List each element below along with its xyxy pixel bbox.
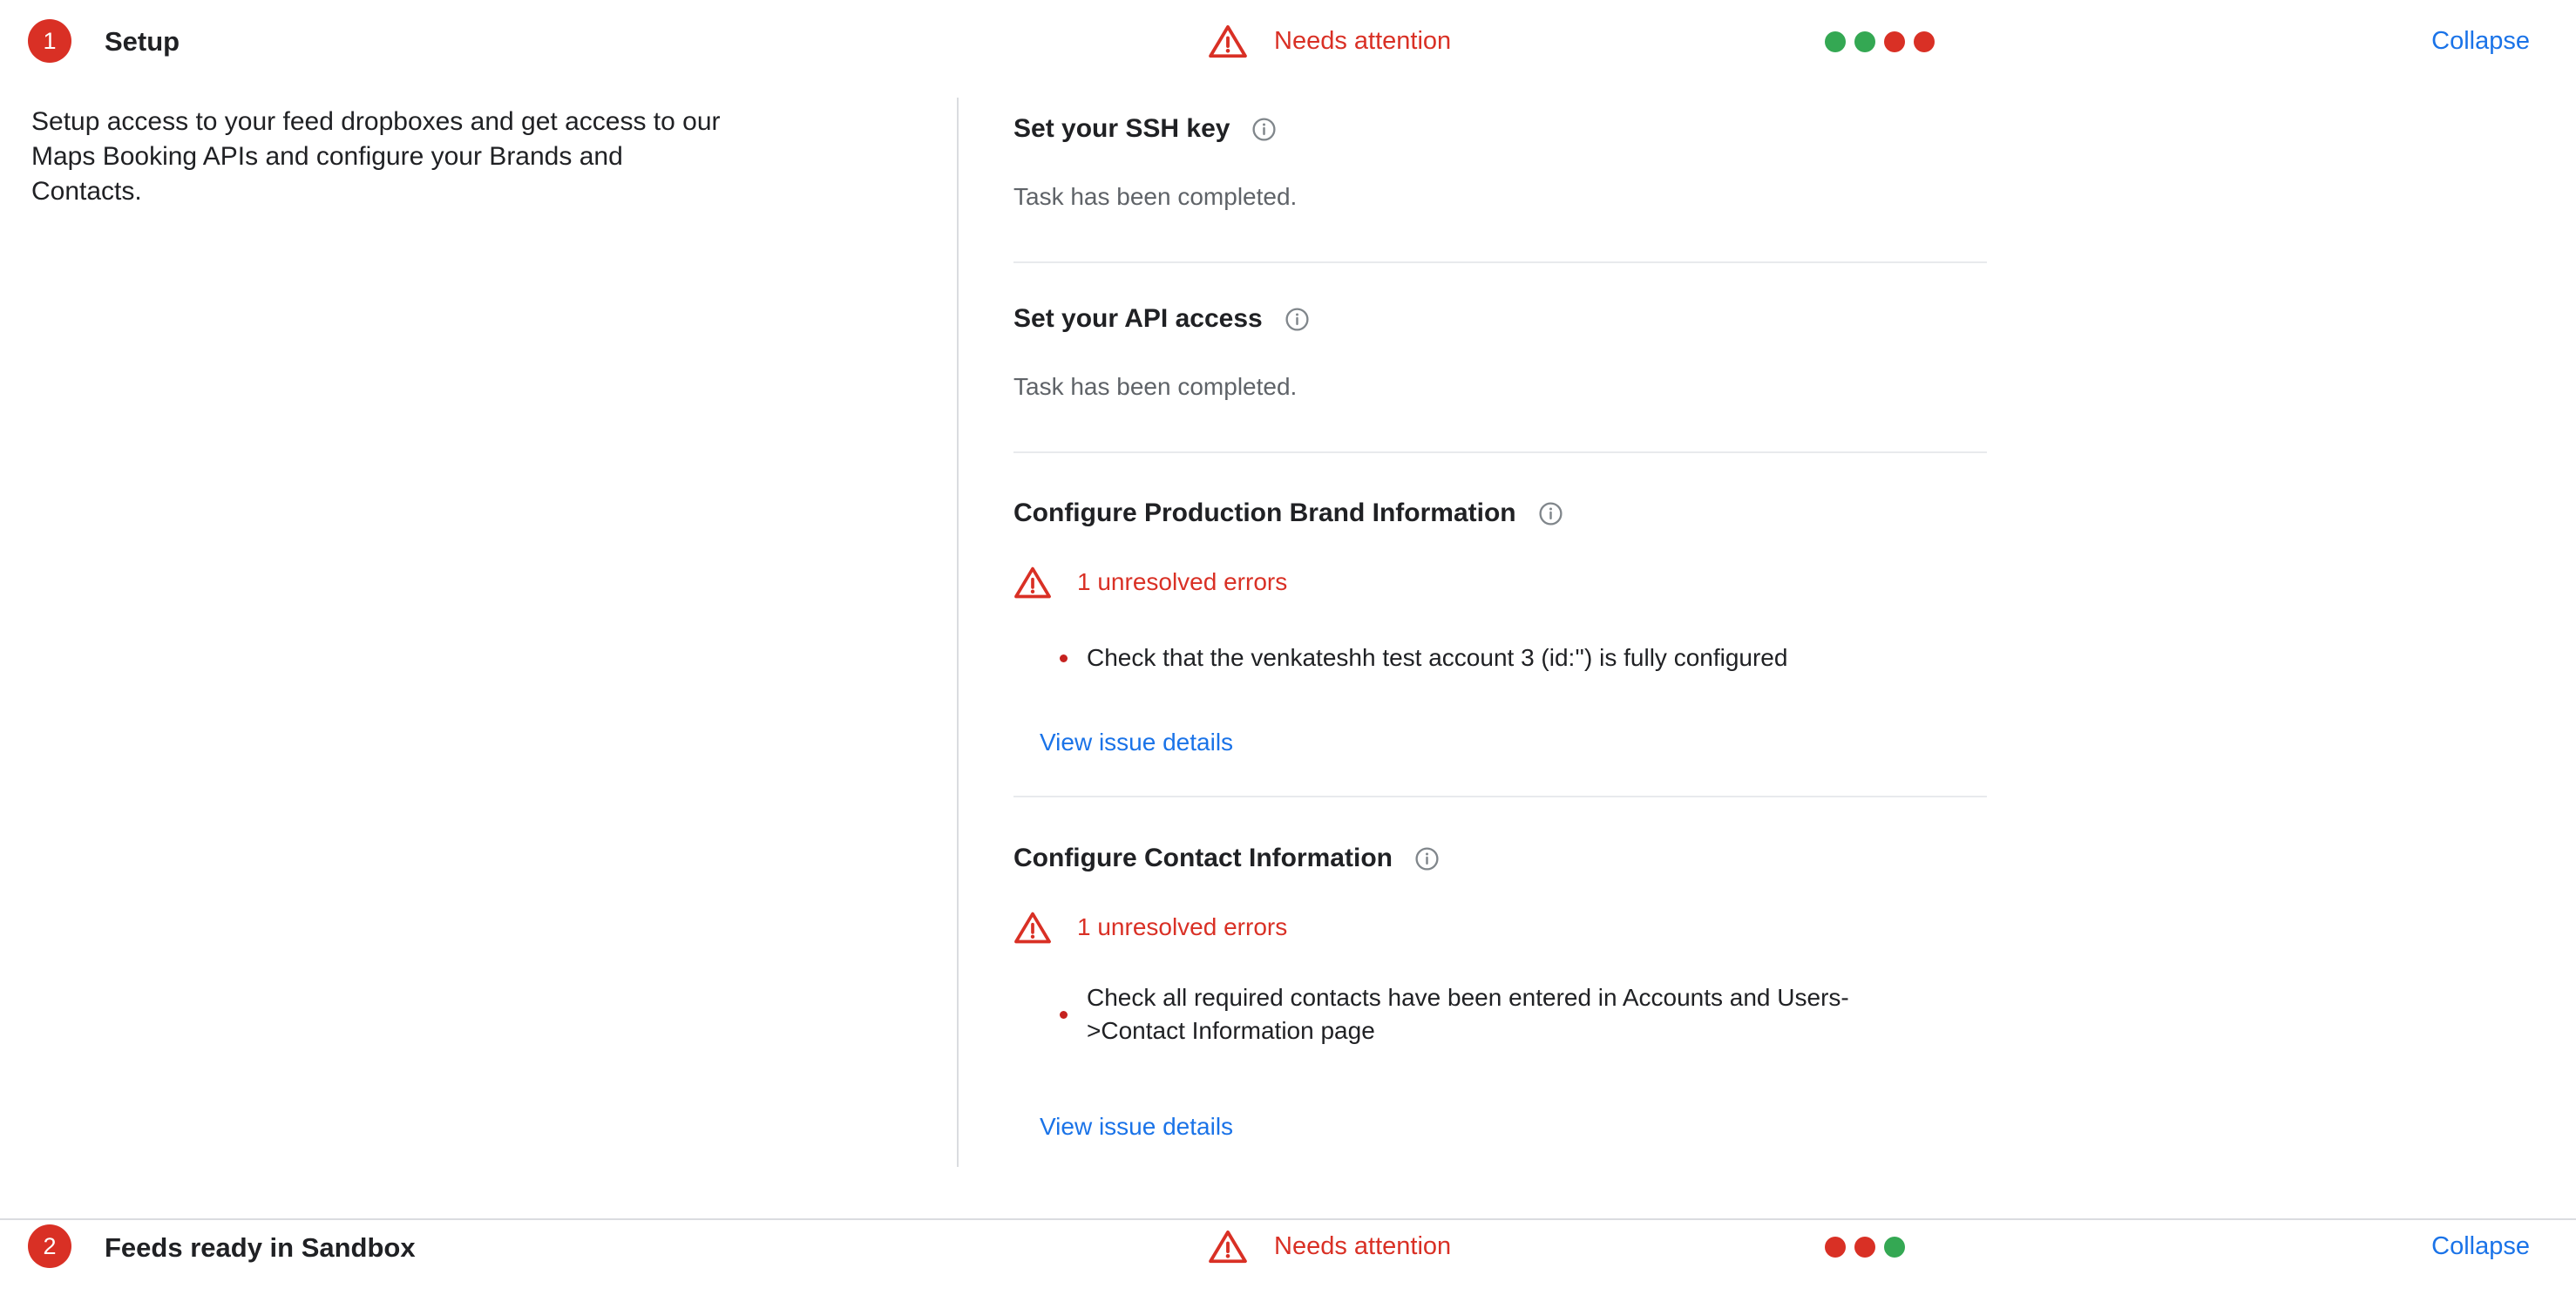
task-api-access-title-row (1013, 304, 1311, 334)
status-dot-red (1914, 31, 1935, 52)
task-ssh-key-title: Set your SSH key (1013, 114, 1230, 143)
status-dot-green (1884, 1237, 1905, 1258)
issue-line: Check that the venkateshh test account 3 (id:'') is fully configured (1087, 644, 1788, 671)
status-dot-green (1825, 31, 1846, 52)
status-dot-green (1854, 31, 1875, 52)
issue-line: Check all required contacts have been entered in Accounts and Users- (1087, 984, 1849, 1011)
task-divider (1013, 261, 1987, 263)
task-divider (1013, 451, 1987, 453)
task-contact-info-view-issue-link[interactable]: View issue details (1040, 1113, 1234, 1140)
section-2-collapse-button[interactable]: Collapse (2431, 1232, 2530, 1260)
description-line: Setup access to your feed dropboxes and get access to our (31, 107, 721, 136)
task-ssh-key-title-row (1013, 114, 1278, 144)
section-separator (0, 1218, 2576, 1220)
task-ssh-key-status: Task has been completed. (1013, 183, 1298, 210)
info-icon[interactable] (1251, 116, 1278, 143)
task-contact-info-title: Configure Contact Information (1013, 844, 1393, 872)
section-1-status (1208, 21, 1451, 61)
section-1-description (31, 105, 721, 209)
info-icon[interactable] (1537, 500, 1564, 527)
task-contact-info-title-row (1013, 844, 1441, 873)
task-contact-info-error-row (1013, 908, 1287, 946)
warning-icon (1013, 908, 1052, 946)
task-contact-info-error-label: 1 unresolved errors (1077, 913, 1288, 940)
column-divider (957, 98, 959, 1167)
warning-icon (1013, 563, 1052, 601)
section-1-progress-dots (1825, 31, 1935, 52)
task-brand-info-error-label: 1 unresolved errors (1077, 568, 1288, 595)
section-2-status (1208, 1226, 1451, 1266)
task-api-access-title: Set your API access (1013, 304, 1263, 333)
section-1-step-number: 1 (43, 27, 57, 54)
status-dot-red (1825, 1237, 1846, 1258)
section-1-status-label: Needs attention (1274, 26, 1452, 55)
task-divider (1013, 796, 1987, 797)
section-2-status-label: Needs attention (1274, 1231, 1452, 1260)
task-brand-info-title-row (1013, 498, 1564, 528)
task-api-access-status: Task has been completed. (1013, 373, 1298, 400)
task-brand-info-title: Configure Production Brand Information (1013, 498, 1516, 527)
task-brand-info-issue (1060, 641, 1787, 675)
info-icon[interactable] (1413, 845, 1441, 872)
warning-icon (1208, 21, 1248, 61)
task-contact-info-issue (1060, 981, 1849, 1048)
warning-icon (1208, 1226, 1248, 1266)
section-2-step-badge (28, 1224, 71, 1268)
status-dot-red (1854, 1237, 1875, 1258)
section-2-step-number: 2 (43, 1232, 57, 1259)
section-1-title: Setup (105, 26, 180, 57)
section-2-title: Feeds ready in Sandbox (105, 1232, 416, 1263)
issue-text (1087, 641, 1787, 675)
issue-text (1087, 981, 1849, 1048)
description-line: Contacts. (31, 177, 142, 206)
issue-line: >Contact Information page (1087, 1017, 1375, 1044)
status-dot-red (1884, 31, 1905, 52)
task-brand-info-error-row (1013, 563, 1287, 601)
section-1-step-badge (28, 19, 71, 63)
bullet-dot (1060, 1011, 1068, 1019)
task-brand-info-view-issue-link[interactable]: View issue details (1040, 729, 1234, 756)
bullet-dot (1060, 654, 1068, 662)
section-1-collapse-button[interactable]: Collapse (2431, 27, 2530, 55)
description-line: Maps Booking APIs and configure your Brands and (31, 142, 623, 171)
info-icon[interactable] (1284, 306, 1311, 333)
section-2-progress-dots (1825, 1237, 1905, 1258)
